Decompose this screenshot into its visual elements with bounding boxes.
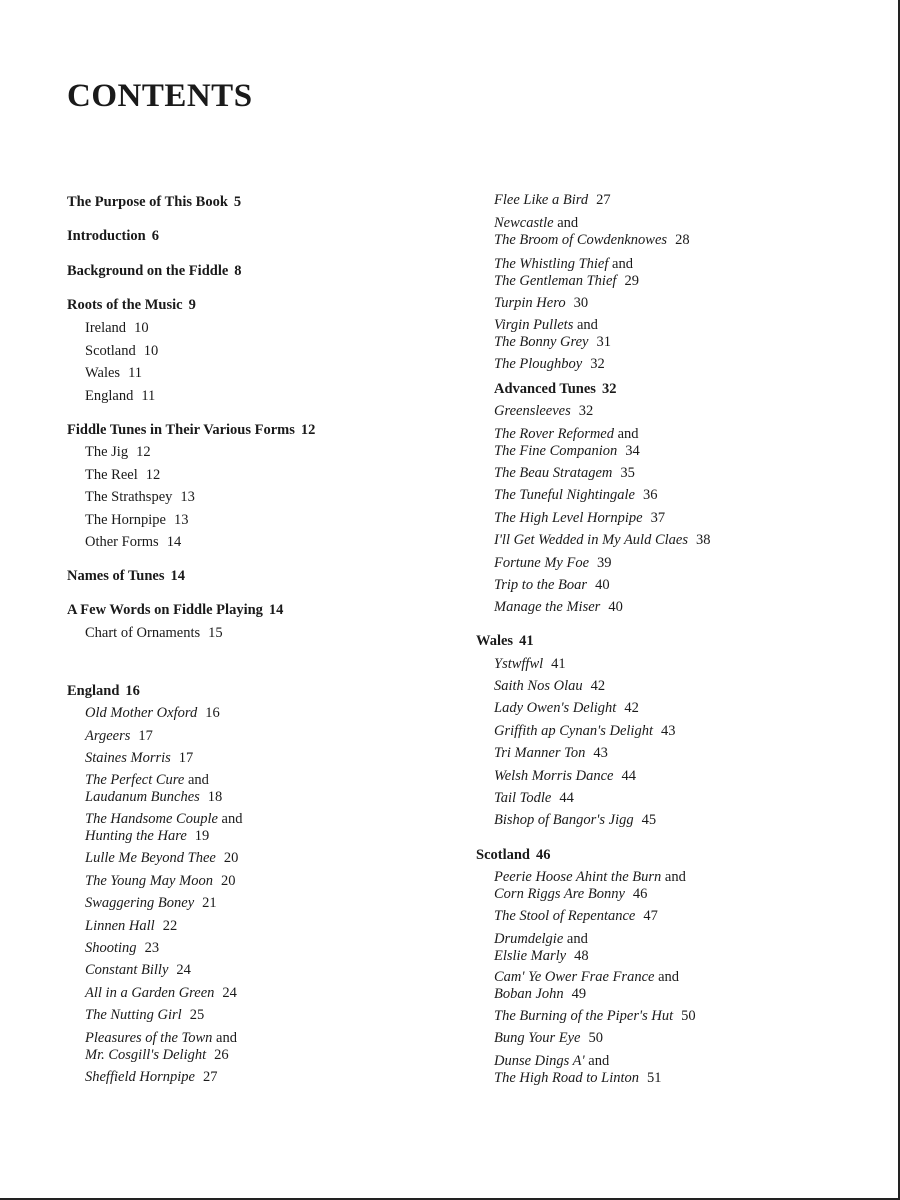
toc-entry xyxy=(494,256,639,290)
entry-title: Argeers xyxy=(85,728,131,744)
entry-title: Flee Like a Bird xyxy=(494,192,589,208)
toc-entry xyxy=(494,510,665,527)
entry-page-number: 18 xyxy=(207,789,223,805)
entry-title: The Beau Stratagem xyxy=(494,465,613,481)
entry-title: The Ploughboy xyxy=(494,356,583,372)
entry-page-number: 8 xyxy=(234,263,242,279)
entry-page-number: 41 xyxy=(551,656,566,672)
entry-page-number: 14 xyxy=(166,534,182,550)
toc-entry xyxy=(494,768,636,785)
entry-page-number: 38 xyxy=(696,532,711,548)
toc-entry xyxy=(494,931,589,965)
entry-title: Sheffield Hornpipe xyxy=(85,1069,195,1085)
entry-title: Constant Billy xyxy=(85,962,169,978)
entry-title: Drumdelgie xyxy=(494,931,564,947)
toc-entry xyxy=(494,869,686,903)
entry-title: Trip to the Boar xyxy=(494,577,588,593)
toc-entry xyxy=(494,555,612,572)
entry-page-number: 10 xyxy=(143,343,159,359)
section-entry xyxy=(67,422,315,439)
toc-entry xyxy=(67,850,238,867)
toc-entry xyxy=(67,1007,204,1024)
toc-entry xyxy=(67,1069,217,1086)
entry-title: Background on the Fiddle xyxy=(67,263,229,279)
toc-entry xyxy=(67,705,220,722)
entry-page-number: 47 xyxy=(643,908,658,924)
toc-entry xyxy=(67,1030,237,1064)
section-entry xyxy=(67,683,140,700)
entry-page-number: 6 xyxy=(151,228,159,244)
toc-entry xyxy=(494,532,711,549)
toc-entry xyxy=(67,467,160,484)
entry-page-number: 16 xyxy=(125,683,140,699)
toc-entry xyxy=(67,895,217,912)
section-entry xyxy=(67,602,283,619)
entry-title: The Handsome Couple xyxy=(85,811,218,827)
entry-title: Scotland xyxy=(85,343,136,359)
section-entry xyxy=(476,633,534,650)
entry-title: The Rover Reformed xyxy=(494,426,614,442)
entry-title-second: Mr. Cosgill's Delight 26 xyxy=(85,1047,229,1063)
entry-title-second: The High Road to Linton 51 xyxy=(494,1070,662,1086)
entry-page-number: 29 xyxy=(624,273,639,289)
entry-conjunction: and xyxy=(576,317,598,333)
toc-entry xyxy=(67,365,142,382)
toc-entry xyxy=(494,1030,603,1047)
entry-title: Griffith ap Cynan's Delight xyxy=(494,723,653,739)
toc-entry xyxy=(494,1053,662,1087)
toc-entry xyxy=(494,192,611,209)
entry-page-number: 35 xyxy=(620,465,635,481)
entry-title: Wales xyxy=(476,633,514,649)
entry-title: Staines Morris xyxy=(85,750,171,766)
entry-title: England xyxy=(85,388,134,404)
entry-page-number: 46 xyxy=(536,847,551,863)
entry-page-number: 27 xyxy=(202,1069,218,1085)
entry-title: Peerie Hoose Ahint the Burn xyxy=(494,869,662,885)
entry-page-number: 14 xyxy=(170,568,185,584)
entry-title: The Whistling Thief xyxy=(494,256,609,272)
entry-page-number: 19 xyxy=(194,828,210,844)
entry-conjunction: and xyxy=(588,1053,610,1069)
toc-entry xyxy=(494,295,588,312)
section-entry xyxy=(476,847,551,864)
toc-entry xyxy=(494,678,605,695)
entry-title: Cam' Ye Ower Frae France xyxy=(494,969,655,985)
entry-title: Scotland xyxy=(476,847,530,863)
toc-entry xyxy=(494,812,656,829)
entry-title: Linnen Hall xyxy=(85,918,155,934)
toc-entry xyxy=(494,215,690,249)
entry-page-number: 16 xyxy=(205,705,220,721)
entry-title: The Burning of the Piper's Hut xyxy=(494,1008,674,1024)
entry-page-number: 12 xyxy=(145,467,161,483)
entry-title-second: Hunting the Hare 19 xyxy=(85,828,210,844)
entry-page-number: 12 xyxy=(136,444,151,460)
entry-title: All in a Garden Green xyxy=(85,985,215,1001)
entry-title: The Reel xyxy=(85,467,138,483)
entry-page-number: 50 xyxy=(681,1008,696,1024)
toc-entry xyxy=(494,908,658,925)
entry-title: Pleasures of the Town xyxy=(85,1030,213,1046)
entry-title-second: Corn Riggs Are Bonny 46 xyxy=(494,886,648,902)
toc-entry xyxy=(494,745,608,762)
entry-page-number: 36 xyxy=(642,487,658,503)
entry-title-second: Elslie Marly 48 xyxy=(494,948,589,964)
entry-page-number: 48 xyxy=(574,948,589,964)
entry-page-number: 25 xyxy=(189,1007,205,1023)
toc-entry xyxy=(494,403,593,420)
toc-entry xyxy=(67,444,151,461)
entry-title: The Purpose of This Book xyxy=(67,194,228,210)
section-entry xyxy=(494,381,616,398)
entry-page-number: 42 xyxy=(624,700,639,716)
entry-page-number: 23 xyxy=(144,940,160,956)
toc-entry xyxy=(67,940,159,957)
entry-page-number: 27 xyxy=(596,192,611,208)
toc-entry xyxy=(494,487,657,504)
toc-entry xyxy=(67,388,155,405)
toc-entry xyxy=(494,723,675,740)
entry-title: The Young May Moon xyxy=(85,873,213,889)
entry-conjunction: and xyxy=(557,215,579,231)
section-entry xyxy=(67,297,196,314)
entry-title-second: Boban John 49 xyxy=(494,986,587,1002)
toc-entry xyxy=(67,343,158,360)
page-title: CONTENTS xyxy=(67,78,253,114)
entry-conjunction: and xyxy=(216,1030,237,1046)
entry-title: Virgin Pullets xyxy=(494,317,574,333)
toc-entry xyxy=(67,918,177,935)
toc-entry xyxy=(494,465,635,482)
entry-title: Roots of the Music xyxy=(67,297,183,313)
entry-page-number: 45 xyxy=(641,812,657,828)
entry-title-second: The Bonny Grey 31 xyxy=(494,334,611,350)
entry-title: The High Level Hornpipe xyxy=(494,510,643,526)
entry-title-second: The Fine Companion 34 xyxy=(494,443,640,459)
entry-page-number: 32 xyxy=(578,403,594,419)
entry-title: The Jig xyxy=(85,444,129,460)
entry-page-number: 24 xyxy=(176,962,191,978)
toc-entry xyxy=(67,873,235,890)
entry-title: Chart of Ornaments xyxy=(85,625,201,641)
entry-title: Bishop of Bangor's Jigg xyxy=(494,812,634,828)
toc-entry xyxy=(494,1008,696,1025)
entry-title: The Tuneful Nightingale xyxy=(494,487,635,503)
entry-page-number: 11 xyxy=(141,388,156,404)
entry-title: Manage the Miser xyxy=(494,599,601,615)
entry-title: Tri Manner Ton xyxy=(494,745,586,761)
entry-page-number: 44 xyxy=(559,790,574,806)
entry-title: A Few Words on Fiddle Playing xyxy=(67,602,263,618)
entry-page-number: 13 xyxy=(180,489,195,505)
entry-page-number: 20 xyxy=(220,873,236,889)
entry-page-number: 49 xyxy=(571,986,587,1002)
toc-entry xyxy=(494,426,640,460)
entry-conjunction: and xyxy=(617,426,639,442)
entry-title: Tail Todle xyxy=(494,790,552,806)
section-entry xyxy=(67,228,159,245)
entry-title: Old Mother Oxford xyxy=(85,705,198,721)
entry-title: Wales xyxy=(85,365,121,381)
section-entry xyxy=(67,263,242,280)
entry-page-number: 21 xyxy=(202,895,217,911)
section-entry xyxy=(67,568,185,585)
toc-entry xyxy=(67,534,181,551)
toc-entry xyxy=(494,356,605,373)
entry-page-number: 30 xyxy=(573,295,589,311)
toc-entry xyxy=(67,772,222,806)
entry-title: Turpin Hero xyxy=(494,295,566,311)
entry-page-number: 11 xyxy=(128,365,143,381)
toc-entry xyxy=(67,962,191,979)
entry-page-number: 14 xyxy=(268,602,284,618)
toc-entry xyxy=(67,512,188,529)
entry-title: Advanced Tunes xyxy=(494,381,596,397)
entry-page-number: 41 xyxy=(519,633,534,649)
entry-page-number: 20 xyxy=(223,850,239,866)
entry-page-number: 37 xyxy=(650,510,666,526)
entry-title: Lulle Me Beyond Thee xyxy=(85,850,216,866)
entry-title: The Strathspey xyxy=(85,489,173,505)
entry-page-number: 40 xyxy=(595,577,610,593)
entry-page-number: 5 xyxy=(233,194,242,210)
entry-page-number: 43 xyxy=(660,723,676,739)
entry-title: Ystwffwl xyxy=(494,656,544,672)
toc-entry xyxy=(494,656,566,673)
entry-title: Ireland xyxy=(85,320,127,336)
entry-page-number: 32 xyxy=(590,356,605,372)
entry-page-number: 31 xyxy=(596,334,611,350)
entry-conjunction: and xyxy=(612,256,633,272)
entry-page-number: 9 xyxy=(188,297,196,313)
entry-page-number: 17 xyxy=(138,728,153,744)
toc-entry xyxy=(494,317,611,351)
entry-page-number: 39 xyxy=(597,555,612,571)
entry-title: Swaggering Boney xyxy=(85,895,195,911)
entry-title: Names of Tunes xyxy=(67,568,165,584)
entry-title: The Nutting Girl xyxy=(85,1007,182,1023)
entry-title: Introduction xyxy=(67,228,146,244)
toc-entry xyxy=(67,320,149,337)
toc-entry xyxy=(494,969,679,1003)
entry-title: The Hornpipe xyxy=(85,512,166,528)
section-entry xyxy=(67,194,241,211)
entry-title: I'll Get Wedded in My Auld Claes xyxy=(494,532,688,548)
entry-title: Other Forms xyxy=(85,534,159,550)
entry-page-number: 15 xyxy=(208,625,223,641)
entry-page-number: 32 xyxy=(601,381,617,397)
entry-page-number: 40 xyxy=(608,599,623,615)
entry-page-number: 43 xyxy=(593,745,608,761)
entry-title: The Stool of Repentance xyxy=(494,908,636,924)
entry-title-second: The Gentleman Thief 29 xyxy=(494,273,639,289)
entry-title: Bung Your Eye xyxy=(494,1030,581,1046)
entry-title: Fortune My Foe xyxy=(494,555,590,571)
toc-entry xyxy=(494,599,623,616)
entry-page-number: 22 xyxy=(162,918,178,934)
toc-entry xyxy=(67,625,223,642)
entry-page-number: 24 xyxy=(222,985,237,1001)
toc-entry xyxy=(494,577,610,594)
entry-page-number: 46 xyxy=(632,886,648,902)
entry-title: Dunse Dings A' xyxy=(494,1053,585,1069)
entry-page-number: 10 xyxy=(134,320,149,336)
entry-title: Greensleeves xyxy=(494,403,571,419)
entry-conjunction: and xyxy=(566,931,588,947)
entry-page-number: 17 xyxy=(178,750,194,766)
entry-page-number: 26 xyxy=(214,1047,229,1063)
entry-page-number: 51 xyxy=(647,1070,662,1086)
entry-conjunction: and xyxy=(221,811,243,827)
entry-title: Newcastle xyxy=(494,215,554,231)
toc-entry xyxy=(494,790,574,807)
toc-entry xyxy=(494,700,639,717)
toc-entry xyxy=(67,728,153,745)
entry-page-number: 12 xyxy=(300,422,316,438)
entry-page-number: 44 xyxy=(621,768,636,784)
toc-entry xyxy=(67,811,242,845)
entry-title-second: The Broom of Cowdenknowes 28 xyxy=(494,232,690,248)
entry-page-number: 28 xyxy=(675,232,690,248)
entry-conjunction: and xyxy=(658,969,680,985)
entry-title: Lady Owen's Delight xyxy=(494,700,617,716)
entry-page-number: 42 xyxy=(590,678,606,694)
toc-entry xyxy=(67,750,193,767)
entry-page-number: 13 xyxy=(173,512,189,528)
entry-conjunction: and xyxy=(187,772,209,788)
entry-page-number: 34 xyxy=(625,443,640,459)
entry-page-number: 50 xyxy=(588,1030,603,1046)
entry-title: Welsh Morris Dance xyxy=(494,768,614,784)
entry-title: England xyxy=(67,683,120,699)
entry-title: Shooting xyxy=(85,940,137,956)
entry-title: Fiddle Tunes in Their Various Forms xyxy=(67,422,295,438)
entry-title: Saith Nos Olau xyxy=(494,678,583,694)
entry-title: The Perfect Cure xyxy=(85,772,185,788)
toc-entry xyxy=(67,985,237,1002)
entry-conjunction: and xyxy=(664,869,686,885)
entry-title-second: Laudanum Bunches 18 xyxy=(85,789,223,805)
toc-entry xyxy=(67,489,195,506)
